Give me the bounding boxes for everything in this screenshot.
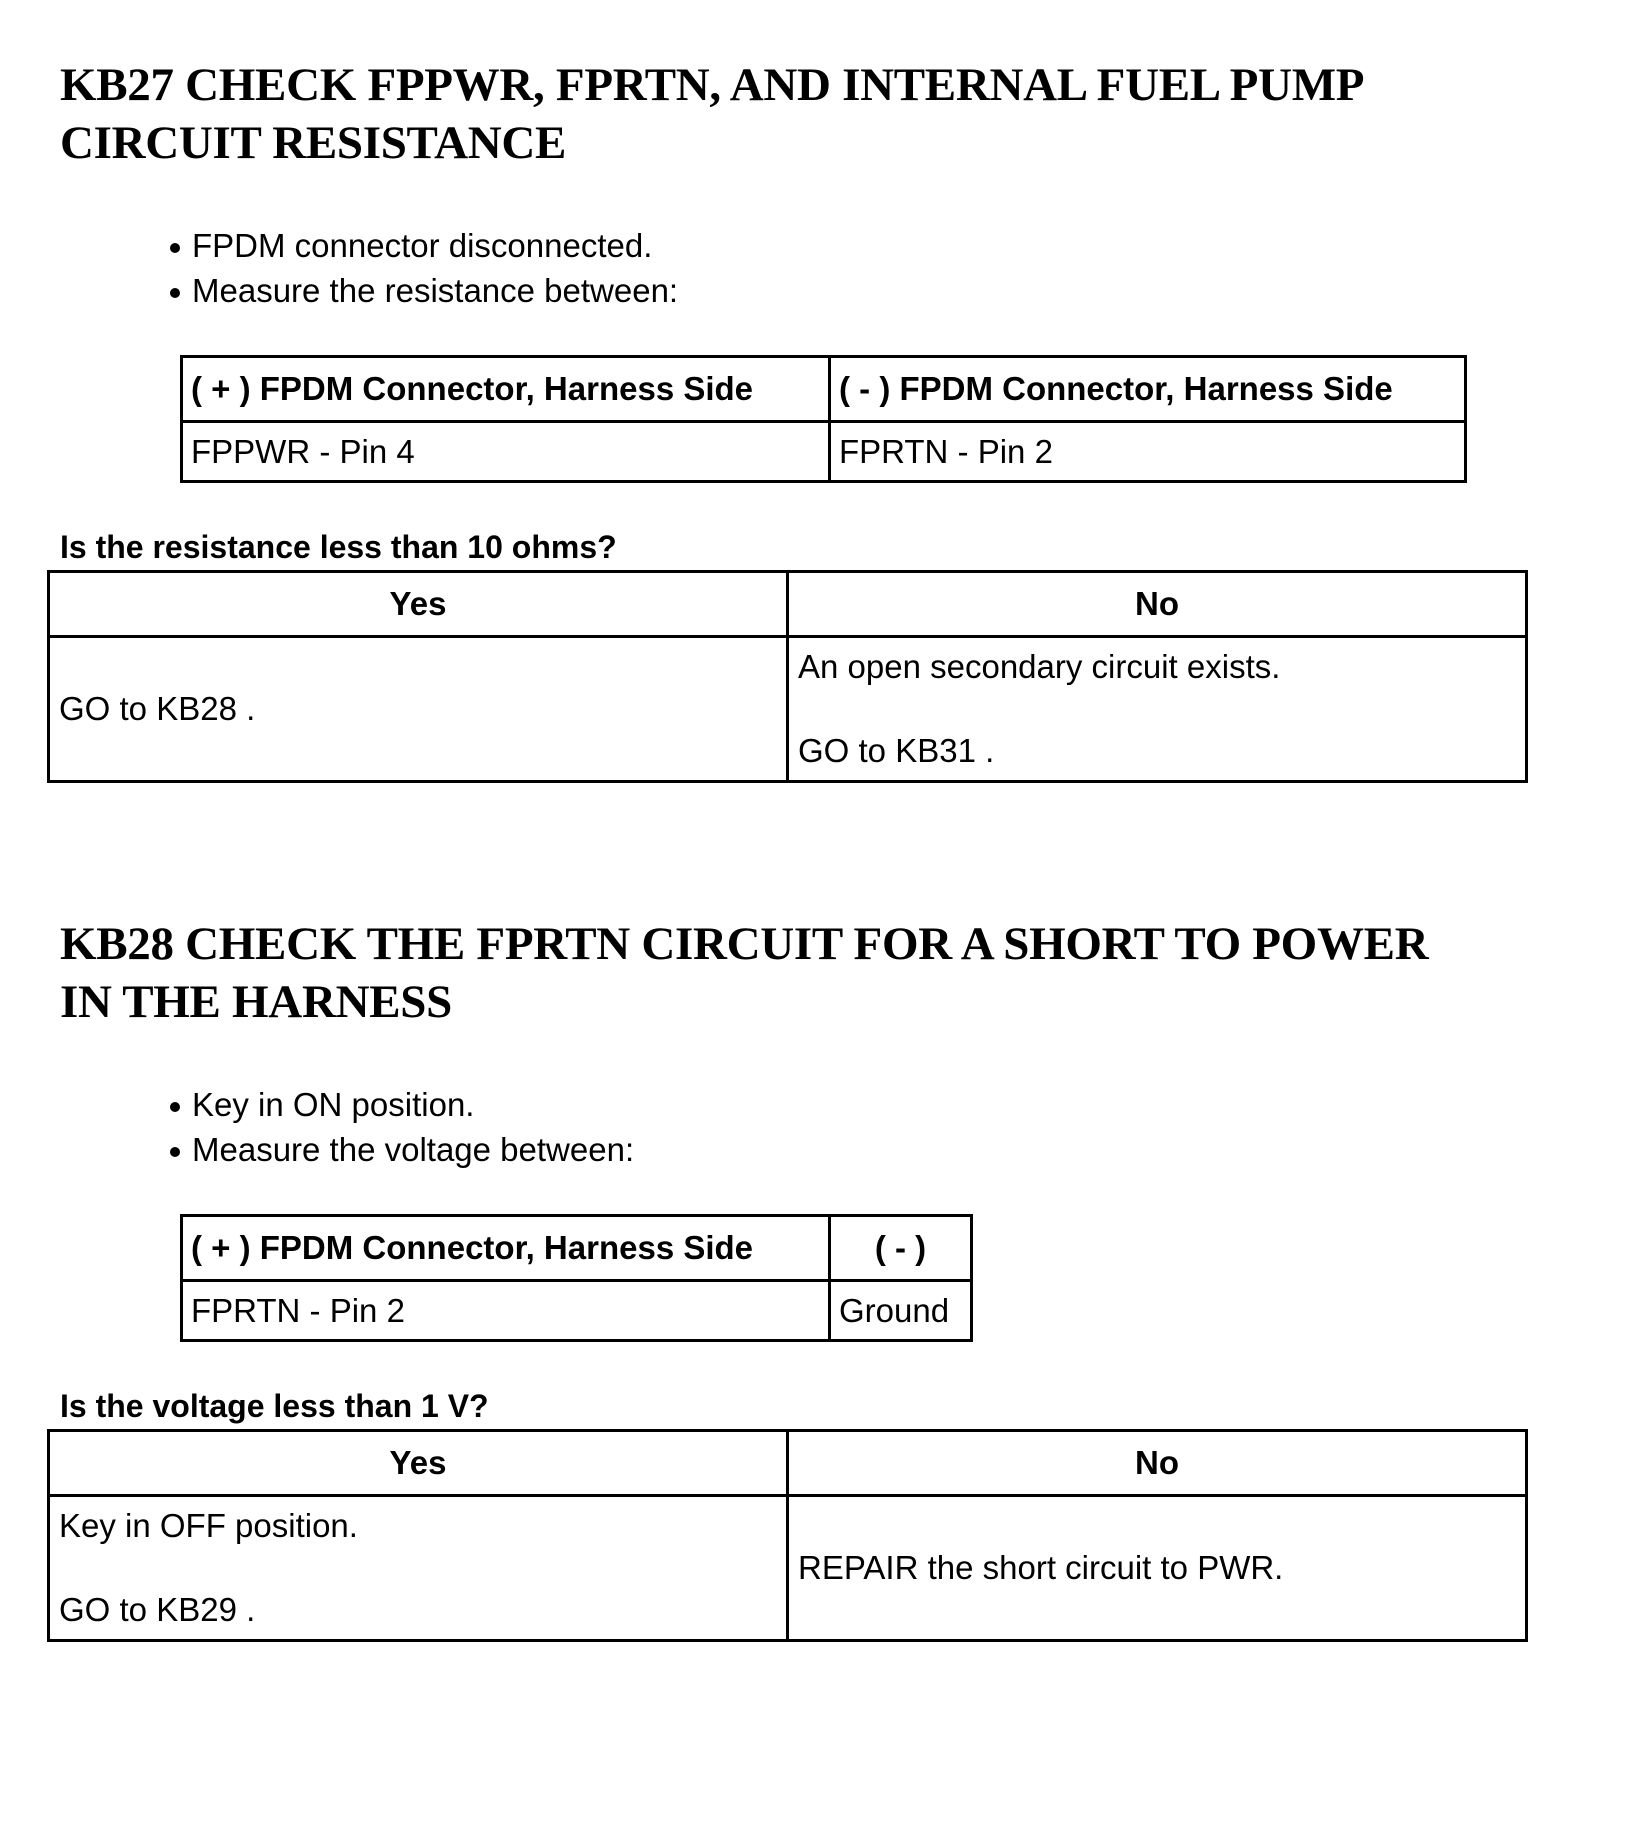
section-kb27-measurement-table xyxy=(180,355,1467,483)
bullet-icon xyxy=(170,288,180,298)
table-header-row xyxy=(49,572,1527,637)
table-cell: FPPWR - Pin 4 xyxy=(182,422,830,482)
no-cell xyxy=(788,1496,1527,1641)
step-item: Measure the voltage between: xyxy=(168,1127,634,1172)
section-kb27-question: Is the resistance less than 10 ohms? xyxy=(60,529,617,565)
table-header-row xyxy=(49,1431,1527,1496)
section-kb27-title-line2: CIRCUIT RESISTANCE xyxy=(60,117,567,169)
table-header-cell: ( + ) FPDM Connector, Harness Side xyxy=(182,357,830,422)
section-kb28-title-line1: KB28 CHECK THE FPRTN CIRCUIT FOR A SHORT TO POWER xyxy=(60,918,1429,970)
no-text: REPAIR the short circuit to PWR. xyxy=(798,1549,1284,1586)
step-item: Measure the resistance between: xyxy=(168,268,678,313)
section-kb28-answer-table xyxy=(47,1429,1528,1642)
section-kb28-title xyxy=(60,915,1428,1031)
table-header-cell: ( - ) FPDM Connector, Harness Side xyxy=(830,357,1466,422)
section-kb27-title-line1: KB27 CHECK FPPWR, FPRTN, AND INTERNAL FUEL PUMP xyxy=(60,59,1365,111)
step-item: FPDM connector disconnected. xyxy=(168,223,678,268)
no-text: An open secondary circuit exists. xyxy=(798,648,1281,685)
yes-text: Key in OFF position. xyxy=(59,1507,358,1544)
table-header-cell: ( - ) xyxy=(830,1216,972,1281)
bullet-icon xyxy=(170,1147,180,1157)
section-kb28-title-line2: IN THE HARNESS xyxy=(60,976,452,1028)
table-cell: FPRTN - Pin 2 xyxy=(830,422,1466,482)
bullet-icon xyxy=(170,243,180,253)
yes-cell xyxy=(49,637,788,782)
section-kb28-steps xyxy=(168,1082,634,1172)
no-column-header: No xyxy=(788,1431,1527,1496)
table-row xyxy=(182,422,1466,482)
table-row xyxy=(49,1496,1527,1641)
step-item: Key in ON position. xyxy=(168,1082,634,1127)
table-cell: FPRTN - Pin 2 xyxy=(182,1281,830,1341)
section-kb27-title xyxy=(60,56,1364,172)
table-cell: Ground xyxy=(830,1281,972,1341)
no-cell xyxy=(788,637,1527,782)
yes-cell xyxy=(49,1496,788,1641)
no-column-header: No xyxy=(788,572,1527,637)
yes-text: GO to KB28 . xyxy=(59,690,256,727)
section-kb27-steps xyxy=(168,223,678,313)
table-row xyxy=(182,1281,972,1341)
yes-text: GO to KB29 . xyxy=(59,1591,256,1628)
yes-column-header: Yes xyxy=(49,1431,788,1496)
bullet-icon xyxy=(170,1102,180,1112)
yes-column-header: Yes xyxy=(49,572,788,637)
section-kb27-answer-table xyxy=(47,570,1528,783)
no-text: GO to KB31 . xyxy=(798,732,995,769)
table-header-row xyxy=(182,1216,972,1281)
table-header-row xyxy=(182,357,1466,422)
section-kb28-question: Is the voltage less than 1 V? xyxy=(60,1388,489,1424)
table-row xyxy=(49,637,1527,782)
table-header-cell: ( + ) FPDM Connector, Harness Side xyxy=(182,1216,830,1281)
section-kb28-measurement-table xyxy=(180,1214,973,1342)
